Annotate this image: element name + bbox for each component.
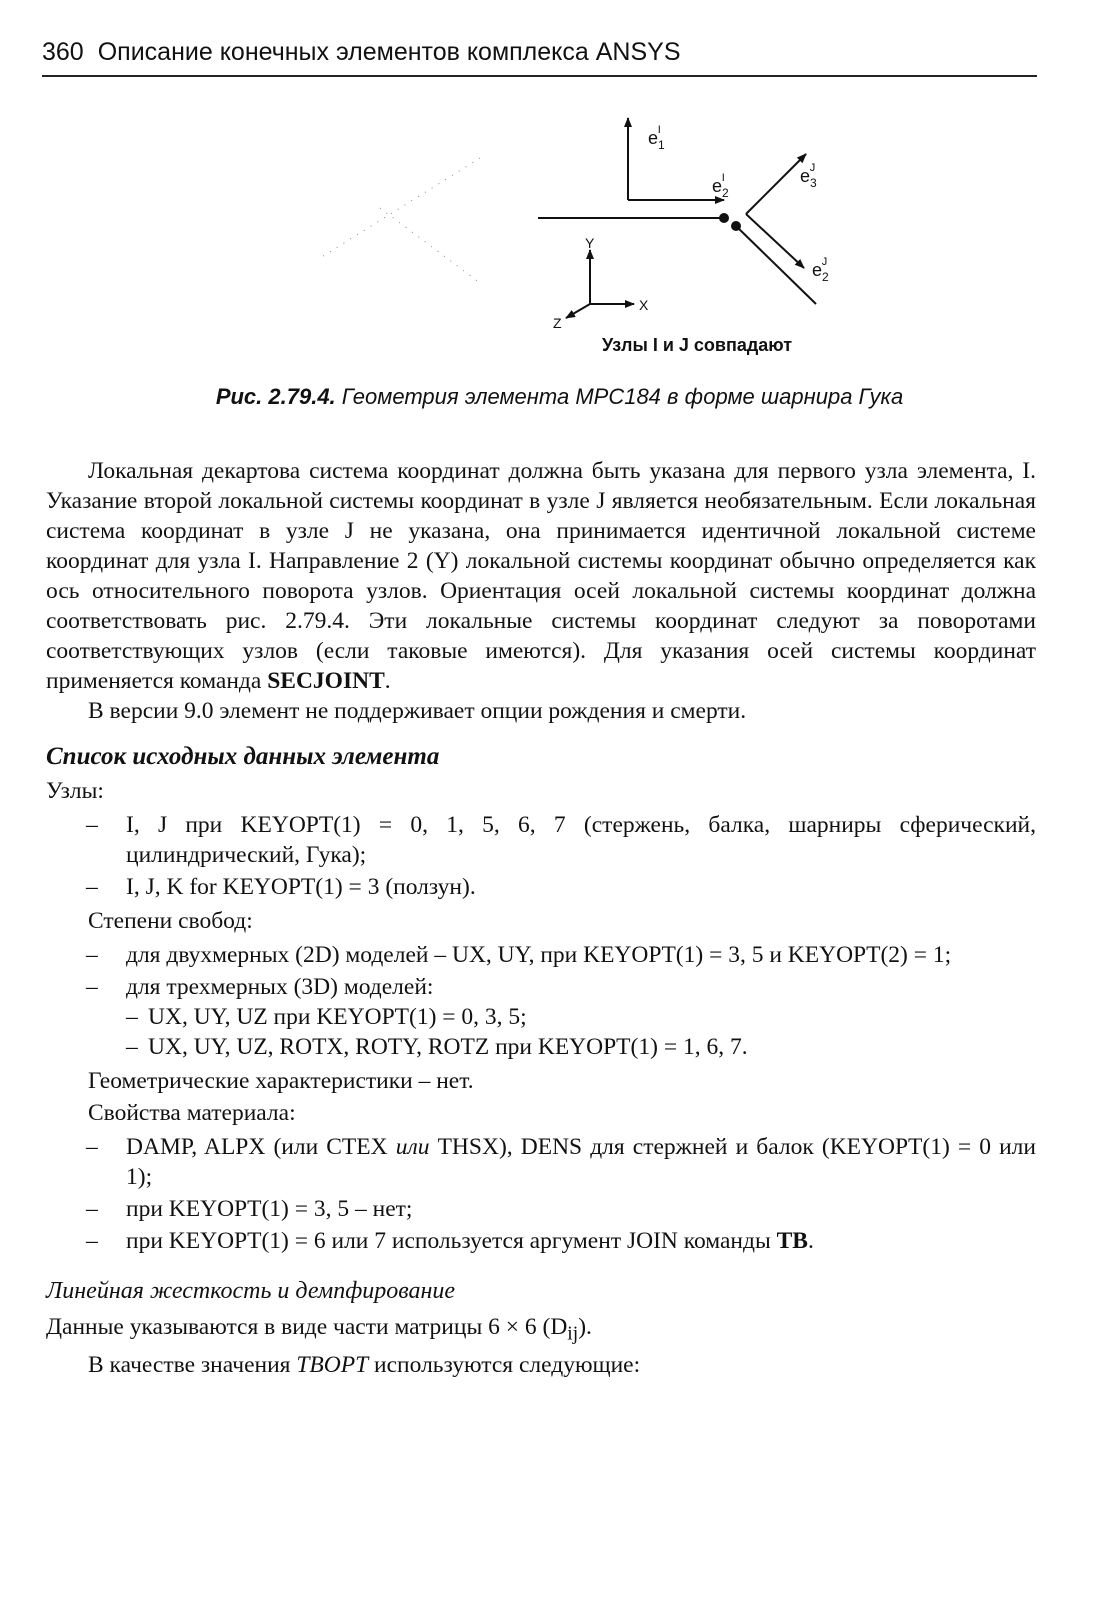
label-e2-j: $e_2J$ <box>812 256 829 284</box>
page-number: 360 <box>42 38 84 66</box>
dof-label: Степени свобод: <box>88 908 253 934</box>
figure-caption <box>0 384 1119 410</box>
list-item: – I, J при KEYOPT(1) = 0, 1, 5, 6, 7 (стержень, балка, шарниры сферический, цилиндрический, Гука); <box>126 810 1036 870</box>
label-e3-j: $e_3J$ <box>800 162 817 190</box>
running-title: Описание конечных элементов комплекса ANSYS <box>97 38 681 66</box>
list-item: – при KEYOPT(1) = 6 или 7 используется аргумент JOIN команды TB. <box>126 1226 1036 1256</box>
global-z-axis <box>566 304 590 318</box>
e3-j-axis <box>746 154 806 214</box>
command-secjoint: SECJOINT <box>267 668 385 694</box>
material-label: Свойства материала: <box>88 1100 296 1126</box>
paragraph-tbopt: В качестве значения TBOPT используются следующие: <box>88 1351 641 1378</box>
subsection-title-stiffness: Линейная жесткость и демпфирование <box>46 1278 456 1304</box>
label-e1-i: $e_1I$ <box>648 124 665 152</box>
label-global-z: Z <box>553 315 562 331</box>
nodes-list <box>46 810 1036 902</box>
list-item: – при KEYOPT(1) = 3, 5 – нет; <box>126 1194 1036 1224</box>
list-item: – DAMP, ALPX (или CTEX или THSX), DENS для стержней и балок (KEYOPT(1) = 0 или 1); <box>126 1132 1036 1192</box>
list-item: – для двухмерных (2D) моделей – UX, UY, при KEYOPT(1) = 3, 5 и KEYOPT(2) = 1; <box>126 940 1036 970</box>
page-header <box>42 38 1037 77</box>
nodes-label: Узлы: <box>46 778 104 804</box>
figure-caption-label: Рис. 2.79.4. <box>215 384 336 409</box>
e2-j-axis <box>746 214 804 268</box>
list-item: – I, J, K for KEYOPT(1) = 3 (ползун). <box>126 872 1036 902</box>
paragraph-birth-death: В версии 9.0 элемент не поддерживает опции рождения и смерти. <box>88 698 747 724</box>
label-global-x: X <box>639 297 649 313</box>
label-global-y: Y <box>585 235 595 251</box>
hooke-joint-figure <box>250 108 890 368</box>
paragraph-local-cs: Локальная декартова система координат должна быть указана для первого узла элемента, I. Указание второй локальной системы координат в узле J является необязательным. Если локальная система координат в узле J не указана, она принимается идентичной локальной системе координат для узла I. Направление 2 (Y) локальной системы координат обычно определяется как ось относительного поворота узлов. Ориентация осей локальной системы координат должна соответствовать рис. 2.79.4. Эти локальные системы координат следуют за поворотами соответствующих узлов (если таковые имеются). Для указания осей системы координат применяется команда SECJOINT. <box>46 458 1036 694</box>
dof-sublist <box>126 1002 1036 1062</box>
command-tb: TB <box>776 1228 808 1254</box>
dof-list <box>46 940 1036 1062</box>
list-item: – UX, UY, UZ при KEYOPT(1) = 0, 3, 5; <box>148 1002 1036 1032</box>
label-e2-i: $e_2I$ <box>712 172 729 200</box>
geometry-label: Геометрические характеристики – нет. <box>88 1068 474 1094</box>
node-i <box>719 213 729 223</box>
figure-note: Узлы I и J совпадают <box>602 335 793 355</box>
paragraph-matrix: Данные указываются в виде части матрицы 6 × 6 $(D_{ij})$. <box>46 1314 592 1345</box>
body-text <box>46 456 1036 1380</box>
list-item: – для трехмерных (3D) моделей: – UX, UY, UZ при KEYOPT(1) = 0, 3, 5; – UX, UY, UZ, ROTX, ROTY, ROTZ при KEYOPT(1) = 1, 6, 7. <box>126 972 1036 1062</box>
section-title-input-data: Список исходных данных элемента <box>46 743 440 770</box>
faint-dotted-lines <box>320 158 480 283</box>
figure-caption-text: Геометрия элемента MPC184 в форме шарнира Гука <box>335 384 904 409</box>
list-item: – UX, UY, UZ, ROTX, ROTY, ROTZ при KEYOPT(1) = 1, 6, 7. <box>148 1032 1036 1062</box>
material-list <box>46 1132 1036 1256</box>
element-line-j <box>736 226 816 304</box>
